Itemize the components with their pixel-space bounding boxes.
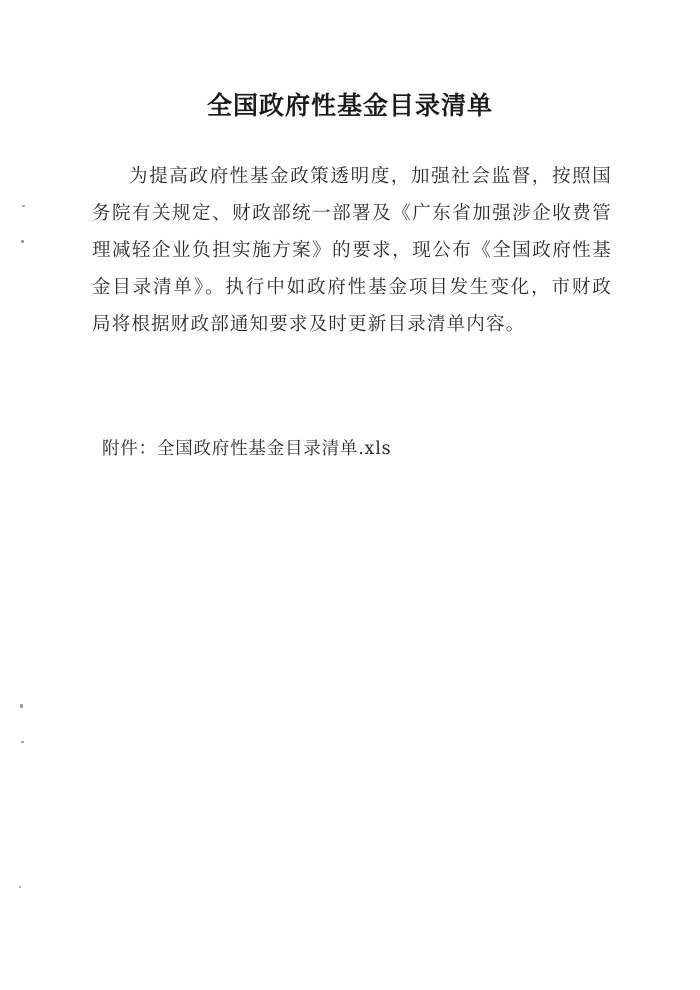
scan-speck (22, 205, 25, 207)
body-paragraph: 为提高政府性基金政策透明度，加强社会监督，按照国务院有关规定、财政部统一部署及《广东省加强涉企收费管理减轻企业负担实施方案》的要求，现公布《全国政府性基金目录清单》。执行中如政府性基金项目发生变化，市财政局将根据财政部通知要求及时更新目录清单内容。 (92, 166, 612, 335)
scan-speck (21, 741, 24, 743)
attachment-link[interactable]: 附件：全国政府性基金目录清单.xls (102, 439, 392, 459)
scan-speck (20, 704, 23, 708)
scan-speck (21, 240, 24, 243)
document-title: 全国政府性基金目录清单 (206, 91, 493, 120)
scan-speck (19, 886, 21, 888)
